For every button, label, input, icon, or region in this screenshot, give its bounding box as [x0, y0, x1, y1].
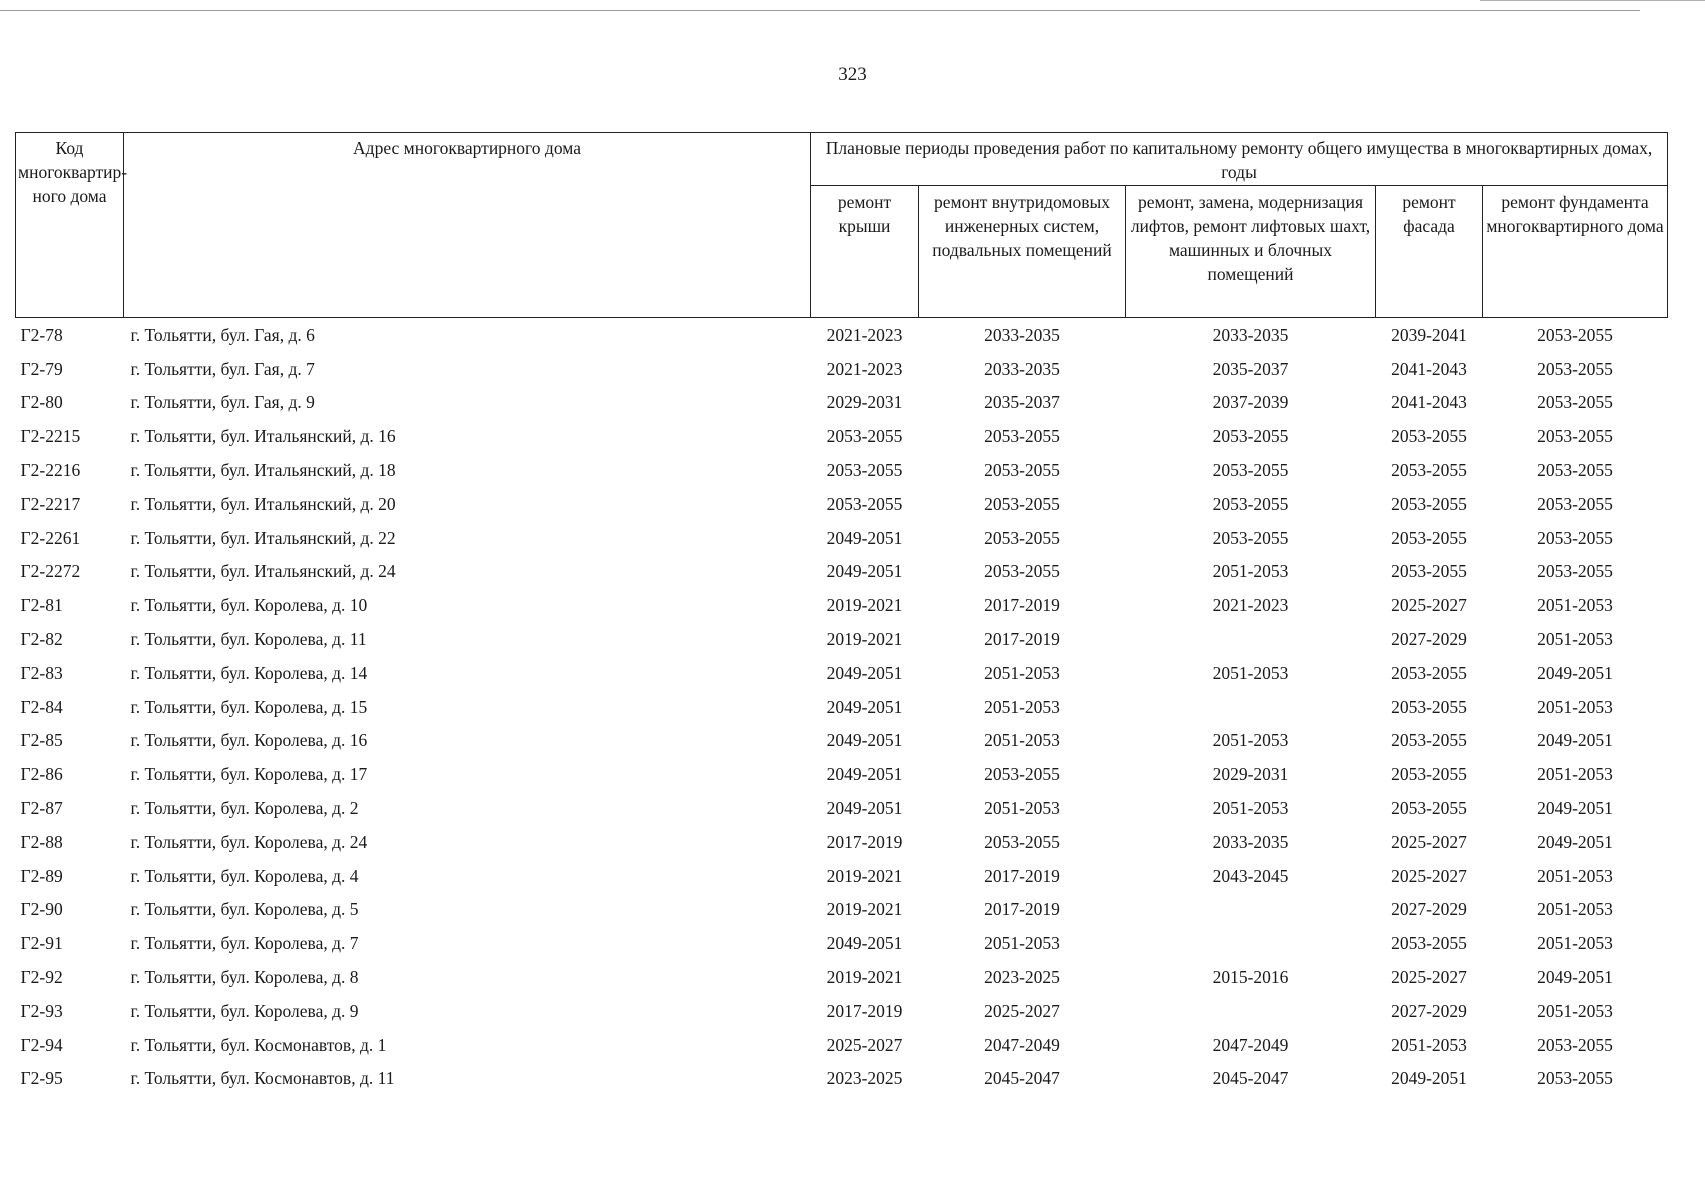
- cell-lift: 2029-2031: [1212, 764, 1289, 785]
- table-row: [16, 521, 1668, 555]
- cell-code: Г2-80: [20, 392, 63, 413]
- cell-lift: 2051-2053: [1212, 662, 1289, 683]
- cell-lift: 2047-2049: [1212, 1034, 1289, 1055]
- table-row: [16, 352, 1668, 386]
- cell-facade: 2041-2043: [1391, 358, 1467, 379]
- cell-facade: 2053-2055: [1391, 527, 1467, 548]
- table-row: [16, 487, 1668, 521]
- cell-roof: 2049-2051: [826, 662, 903, 683]
- cell-engineering: 2053-2055: [984, 460, 1060, 481]
- cell-roof: 2021-2023: [826, 324, 903, 345]
- cell-address: г. Тольятти, бул. Итальянский, д. 16: [130, 426, 396, 447]
- cell-address: г. Тольятти, бул. Космонавтов, д. 1: [130, 1034, 387, 1055]
- cell-engineering: 2017-2019: [984, 629, 1060, 650]
- cell-lift: 2053-2055: [1212, 527, 1289, 548]
- table-row: [16, 859, 1668, 893]
- cell-lift: [1126, 994, 1376, 1028]
- cell-roof: 2023-2025: [826, 1068, 903, 1089]
- cell-facade: 2053-2055: [1391, 798, 1467, 819]
- cell-foundation: 2053-2055: [1537, 1068, 1613, 1089]
- cell-roof: 2053-2055: [826, 493, 903, 514]
- header-facade: ремонт фасада: [1376, 186, 1483, 318]
- cell-code: Г2-81: [20, 595, 63, 616]
- cell-lift: 2037-2039: [1212, 392, 1289, 413]
- cell-roof: 2049-2051: [826, 561, 903, 582]
- cell-code: Г2-84: [20, 696, 63, 717]
- cell-lift: 2033-2035: [1212, 324, 1289, 345]
- repair-schedule-table: [15, 132, 1668, 1095]
- cell-address: г. Тольятти, бул. Итальянский, д. 18: [130, 460, 396, 481]
- cell-facade: 2025-2027: [1391, 831, 1467, 852]
- cell-facade: 2053-2055: [1391, 426, 1467, 447]
- cell-roof: 2049-2051: [826, 696, 903, 717]
- cell-code: Г2-88: [20, 831, 63, 852]
- cell-facade: 2053-2055: [1391, 933, 1467, 954]
- cell-foundation: 2049-2051: [1537, 831, 1613, 852]
- cell-roof: 2049-2051: [826, 764, 903, 785]
- cell-code: Г2-90: [20, 899, 63, 920]
- table-row: [16, 318, 1668, 352]
- cell-address: г. Тольятти, бул. Гая, д. 9: [130, 392, 315, 413]
- cell-lift: 2051-2053: [1212, 561, 1289, 582]
- table-row: [16, 1028, 1668, 1062]
- cell-engineering: 2051-2053: [984, 933, 1060, 954]
- table-row: [16, 960, 1668, 994]
- cell-foundation: 2049-2051: [1537, 967, 1613, 988]
- cell-engineering: 2053-2055: [984, 561, 1060, 582]
- cell-code: Г2-89: [20, 865, 63, 886]
- cell-facade: 2053-2055: [1391, 493, 1467, 514]
- cell-foundation: 2049-2051: [1537, 730, 1613, 751]
- cell-lift: 2053-2055: [1212, 426, 1289, 447]
- header-code: Код многоквартир-ного дома: [16, 133, 124, 318]
- cell-code: Г2-2215: [20, 426, 81, 447]
- header-planned-periods: Плановые периоды проведения работ по капитальному ремонту общего имущества в многоквартирных домах, годы: [811, 133, 1668, 186]
- cell-engineering: 2025-2027: [984, 1000, 1060, 1021]
- cell-code: Г2-2216: [20, 460, 81, 481]
- cell-roof: 2019-2021: [826, 629, 903, 650]
- cell-code: Г2-83: [20, 662, 63, 683]
- table-row: [16, 757, 1668, 791]
- cell-lift: 2035-2037: [1212, 358, 1289, 379]
- cell-code: Г2-86: [20, 764, 63, 785]
- cell-lift: [1126, 690, 1376, 724]
- cell-address: г. Тольятти, бул. Королева, д. 8: [130, 967, 359, 988]
- cell-address: г. Тольятти, бул. Итальянский, д. 24: [130, 561, 396, 582]
- cell-lift: 2015-2016: [1212, 967, 1289, 988]
- cell-lift: 2053-2055: [1212, 460, 1289, 481]
- cell-engineering: 2053-2055: [984, 831, 1060, 852]
- cell-lift: 2053-2055: [1212, 493, 1289, 514]
- cell-engineering: 2051-2053: [984, 696, 1060, 717]
- cell-code: Г2-82: [20, 629, 63, 650]
- cell-address: г. Тольятти, бул. Королева, д. 5: [130, 899, 359, 920]
- cell-address: г. Тольятти, бул. Гая, д. 7: [130, 358, 315, 379]
- table-row: [16, 1062, 1668, 1096]
- cell-roof: 2017-2019: [826, 831, 903, 852]
- cell-address: г. Тольятти, бул. Королева, д. 16: [130, 730, 368, 751]
- cell-address: г. Тольятти, бул. Итальянский, д. 20: [130, 493, 396, 514]
- cell-roof: 2029-2031: [826, 392, 903, 413]
- cell-code: Г2-93: [20, 1000, 63, 1021]
- cell-foundation: 2053-2055: [1537, 561, 1613, 582]
- table-body: [16, 318, 1668, 1096]
- header-roof: ремонт крыши: [811, 186, 919, 318]
- cell-facade: 2053-2055: [1391, 460, 1467, 481]
- cell-engineering: 2053-2055: [984, 493, 1060, 514]
- table-header: [16, 133, 1668, 318]
- cell-facade: 2025-2027: [1391, 967, 1467, 988]
- cell-lift: [1126, 926, 1376, 960]
- cell-address: г. Тольятти, бул. Гая, д. 6: [130, 324, 315, 345]
- cell-facade: 2025-2027: [1391, 595, 1467, 616]
- cell-foundation: 2051-2053: [1537, 933, 1613, 954]
- cell-facade: 2025-2027: [1391, 865, 1467, 886]
- cell-roof: 2019-2021: [826, 899, 903, 920]
- cell-code: Г2-92: [20, 967, 63, 988]
- header-foundation: ремонт фундамента многоквартирного дома: [1483, 186, 1668, 318]
- cell-roof: 2019-2021: [826, 595, 903, 616]
- header-engineering: ремонт внутридомовых инженерных систем, подвальных помещений: [919, 186, 1126, 318]
- table-row: [16, 724, 1668, 758]
- cell-engineering: 2047-2049: [984, 1034, 1060, 1055]
- cell-facade: 2027-2029: [1391, 899, 1467, 920]
- cell-facade: 2051-2053: [1391, 1034, 1467, 1055]
- header-address: Адрес многоквартирного дома: [124, 133, 811, 318]
- cell-engineering: 2053-2055: [984, 426, 1060, 447]
- cell-code: Г2-95: [20, 1068, 63, 1089]
- table-row: [16, 926, 1668, 960]
- cell-lift: 2021-2023: [1212, 595, 1289, 616]
- table-row: [16, 893, 1668, 927]
- table-row: [16, 419, 1668, 453]
- cell-address: г. Тольятти, бул. Королева, д. 15: [130, 696, 368, 717]
- cell-engineering: 2033-2035: [984, 324, 1060, 345]
- cell-foundation: 2053-2055: [1537, 1034, 1613, 1055]
- cell-roof: 2049-2051: [826, 730, 903, 751]
- cell-foundation: 2051-2053: [1537, 865, 1613, 886]
- cell-lift: 2051-2053: [1212, 798, 1289, 819]
- cell-engineering: 2033-2035: [984, 358, 1060, 379]
- cell-facade: 2053-2055: [1391, 662, 1467, 683]
- table-row: [16, 825, 1668, 859]
- page-number: 323: [838, 64, 867, 85]
- cell-engineering: 2045-2047: [984, 1068, 1060, 1089]
- cell-facade: 2053-2055: [1391, 764, 1467, 785]
- cell-engineering: 2035-2037: [984, 392, 1060, 413]
- cell-address: г. Тольятти, бул. Королева, д. 4: [130, 865, 359, 886]
- cell-lift: 2051-2053: [1212, 730, 1289, 751]
- table-row: [16, 690, 1668, 724]
- cell-foundation: 2051-2053: [1537, 1000, 1613, 1021]
- cell-facade: 2053-2055: [1391, 730, 1467, 751]
- cell-foundation: 2049-2051: [1537, 798, 1613, 819]
- cell-foundation: 2053-2055: [1537, 324, 1613, 345]
- cell-roof: 2019-2021: [826, 967, 903, 988]
- cell-foundation: 2053-2055: [1537, 493, 1613, 514]
- cell-address: г. Тольятти, бул. Королева, д. 11: [130, 629, 367, 650]
- cell-code: Г2-79: [20, 358, 63, 379]
- table-row: [16, 386, 1668, 420]
- cell-engineering: 2017-2019: [984, 899, 1060, 920]
- cell-code: Г2-2217: [20, 493, 81, 514]
- top-rule: [0, 10, 1640, 11]
- cell-address: г. Тольятти, бул. Королева, д. 14: [130, 662, 368, 683]
- cell-engineering: 2017-2019: [984, 595, 1060, 616]
- table-row: [16, 656, 1668, 690]
- cell-code: Г2-85: [20, 730, 63, 751]
- header-lift: ремонт, замена, модернизация лифтов, ремонт лифтовых шахт, машинных и блочных помещений: [1126, 186, 1376, 318]
- cell-foundation: 2053-2055: [1537, 460, 1613, 481]
- cell-foundation: 2053-2055: [1537, 392, 1613, 413]
- cell-facade: 2053-2055: [1391, 696, 1467, 717]
- cell-lift: 2043-2045: [1212, 865, 1289, 886]
- cell-foundation: 2053-2055: [1537, 426, 1613, 447]
- cell-foundation: 2053-2055: [1537, 527, 1613, 548]
- cell-foundation: 2049-2051: [1537, 662, 1613, 683]
- cell-address: г. Тольятти, бул. Королева, д. 2: [130, 798, 359, 819]
- cell-roof: 2049-2051: [826, 798, 903, 819]
- cell-facade: 2053-2055: [1391, 561, 1467, 582]
- cell-roof: 2049-2051: [826, 527, 903, 548]
- cell-roof: 2021-2023: [826, 358, 903, 379]
- cell-address: г. Тольятти, бул. Космонавтов, д. 11: [130, 1068, 395, 1089]
- cell-foundation: 2051-2053: [1537, 899, 1613, 920]
- cell-address: г. Тольятти, бул. Королева, д. 9: [130, 1000, 359, 1021]
- cell-facade: 2027-2029: [1391, 1000, 1467, 1021]
- cell-roof: 2053-2055: [826, 426, 903, 447]
- cell-foundation: 2051-2053: [1537, 764, 1613, 785]
- cell-lift: [1126, 893, 1376, 927]
- table-row: [16, 555, 1668, 589]
- cell-address: г. Тольятти, бул. Королева, д. 17: [130, 764, 368, 785]
- cell-foundation: 2051-2053: [1537, 629, 1613, 650]
- cell-code: Г2-94: [20, 1034, 63, 1055]
- cell-address: г. Тольятти, бул. Итальянский, д. 22: [130, 527, 396, 548]
- cell-address: г. Тольятти, бул. Королева, д. 10: [130, 595, 368, 616]
- cell-roof: 2017-2019: [826, 1000, 903, 1021]
- cell-code: Г2-87: [20, 798, 63, 819]
- table-row: [16, 588, 1668, 622]
- cell-roof: 2025-2027: [826, 1034, 903, 1055]
- cell-lift: [1126, 622, 1376, 656]
- table-row: [16, 622, 1668, 656]
- cell-engineering: 2053-2055: [984, 527, 1060, 548]
- table-row: [16, 994, 1668, 1028]
- cell-code: Г2-2272: [20, 561, 81, 582]
- table-row: [16, 791, 1668, 825]
- cell-facade: 2049-2051: [1391, 1068, 1467, 1089]
- cell-roof: 2053-2055: [826, 460, 903, 481]
- cell-code: Г2-91: [20, 933, 63, 954]
- cell-address: г. Тольятти, бул. Королева, д. 7: [130, 933, 359, 954]
- cell-facade: 2039-2041: [1391, 324, 1467, 345]
- cell-lift: 2033-2035: [1212, 831, 1289, 852]
- cell-engineering: 2051-2053: [984, 662, 1060, 683]
- cell-foundation: 2051-2053: [1537, 595, 1613, 616]
- cell-engineering: 2051-2053: [984, 730, 1060, 751]
- cell-lift: 2045-2047: [1212, 1068, 1289, 1089]
- cell-foundation: 2053-2055: [1537, 358, 1613, 379]
- cell-engineering: 2023-2025: [984, 967, 1060, 988]
- cell-engineering: 2053-2055: [984, 764, 1060, 785]
- table-row: [16, 453, 1668, 487]
- cell-address: г. Тольятти, бул. Королева, д. 24: [130, 831, 368, 852]
- repair-schedule-table-container: [15, 132, 1667, 1095]
- cell-roof: 2019-2021: [826, 865, 903, 886]
- top-rule-edge: [1480, 0, 1705, 1]
- cell-engineering: 2051-2053: [984, 798, 1060, 819]
- cell-engineering: 2017-2019: [984, 865, 1060, 886]
- cell-roof: 2049-2051: [826, 933, 903, 954]
- cell-facade: 2027-2029: [1391, 629, 1467, 650]
- cell-foundation: 2051-2053: [1537, 696, 1613, 717]
- cell-facade: 2041-2043: [1391, 392, 1467, 413]
- cell-code: Г2-2261: [20, 527, 81, 548]
- cell-code: Г2-78: [20, 324, 63, 345]
